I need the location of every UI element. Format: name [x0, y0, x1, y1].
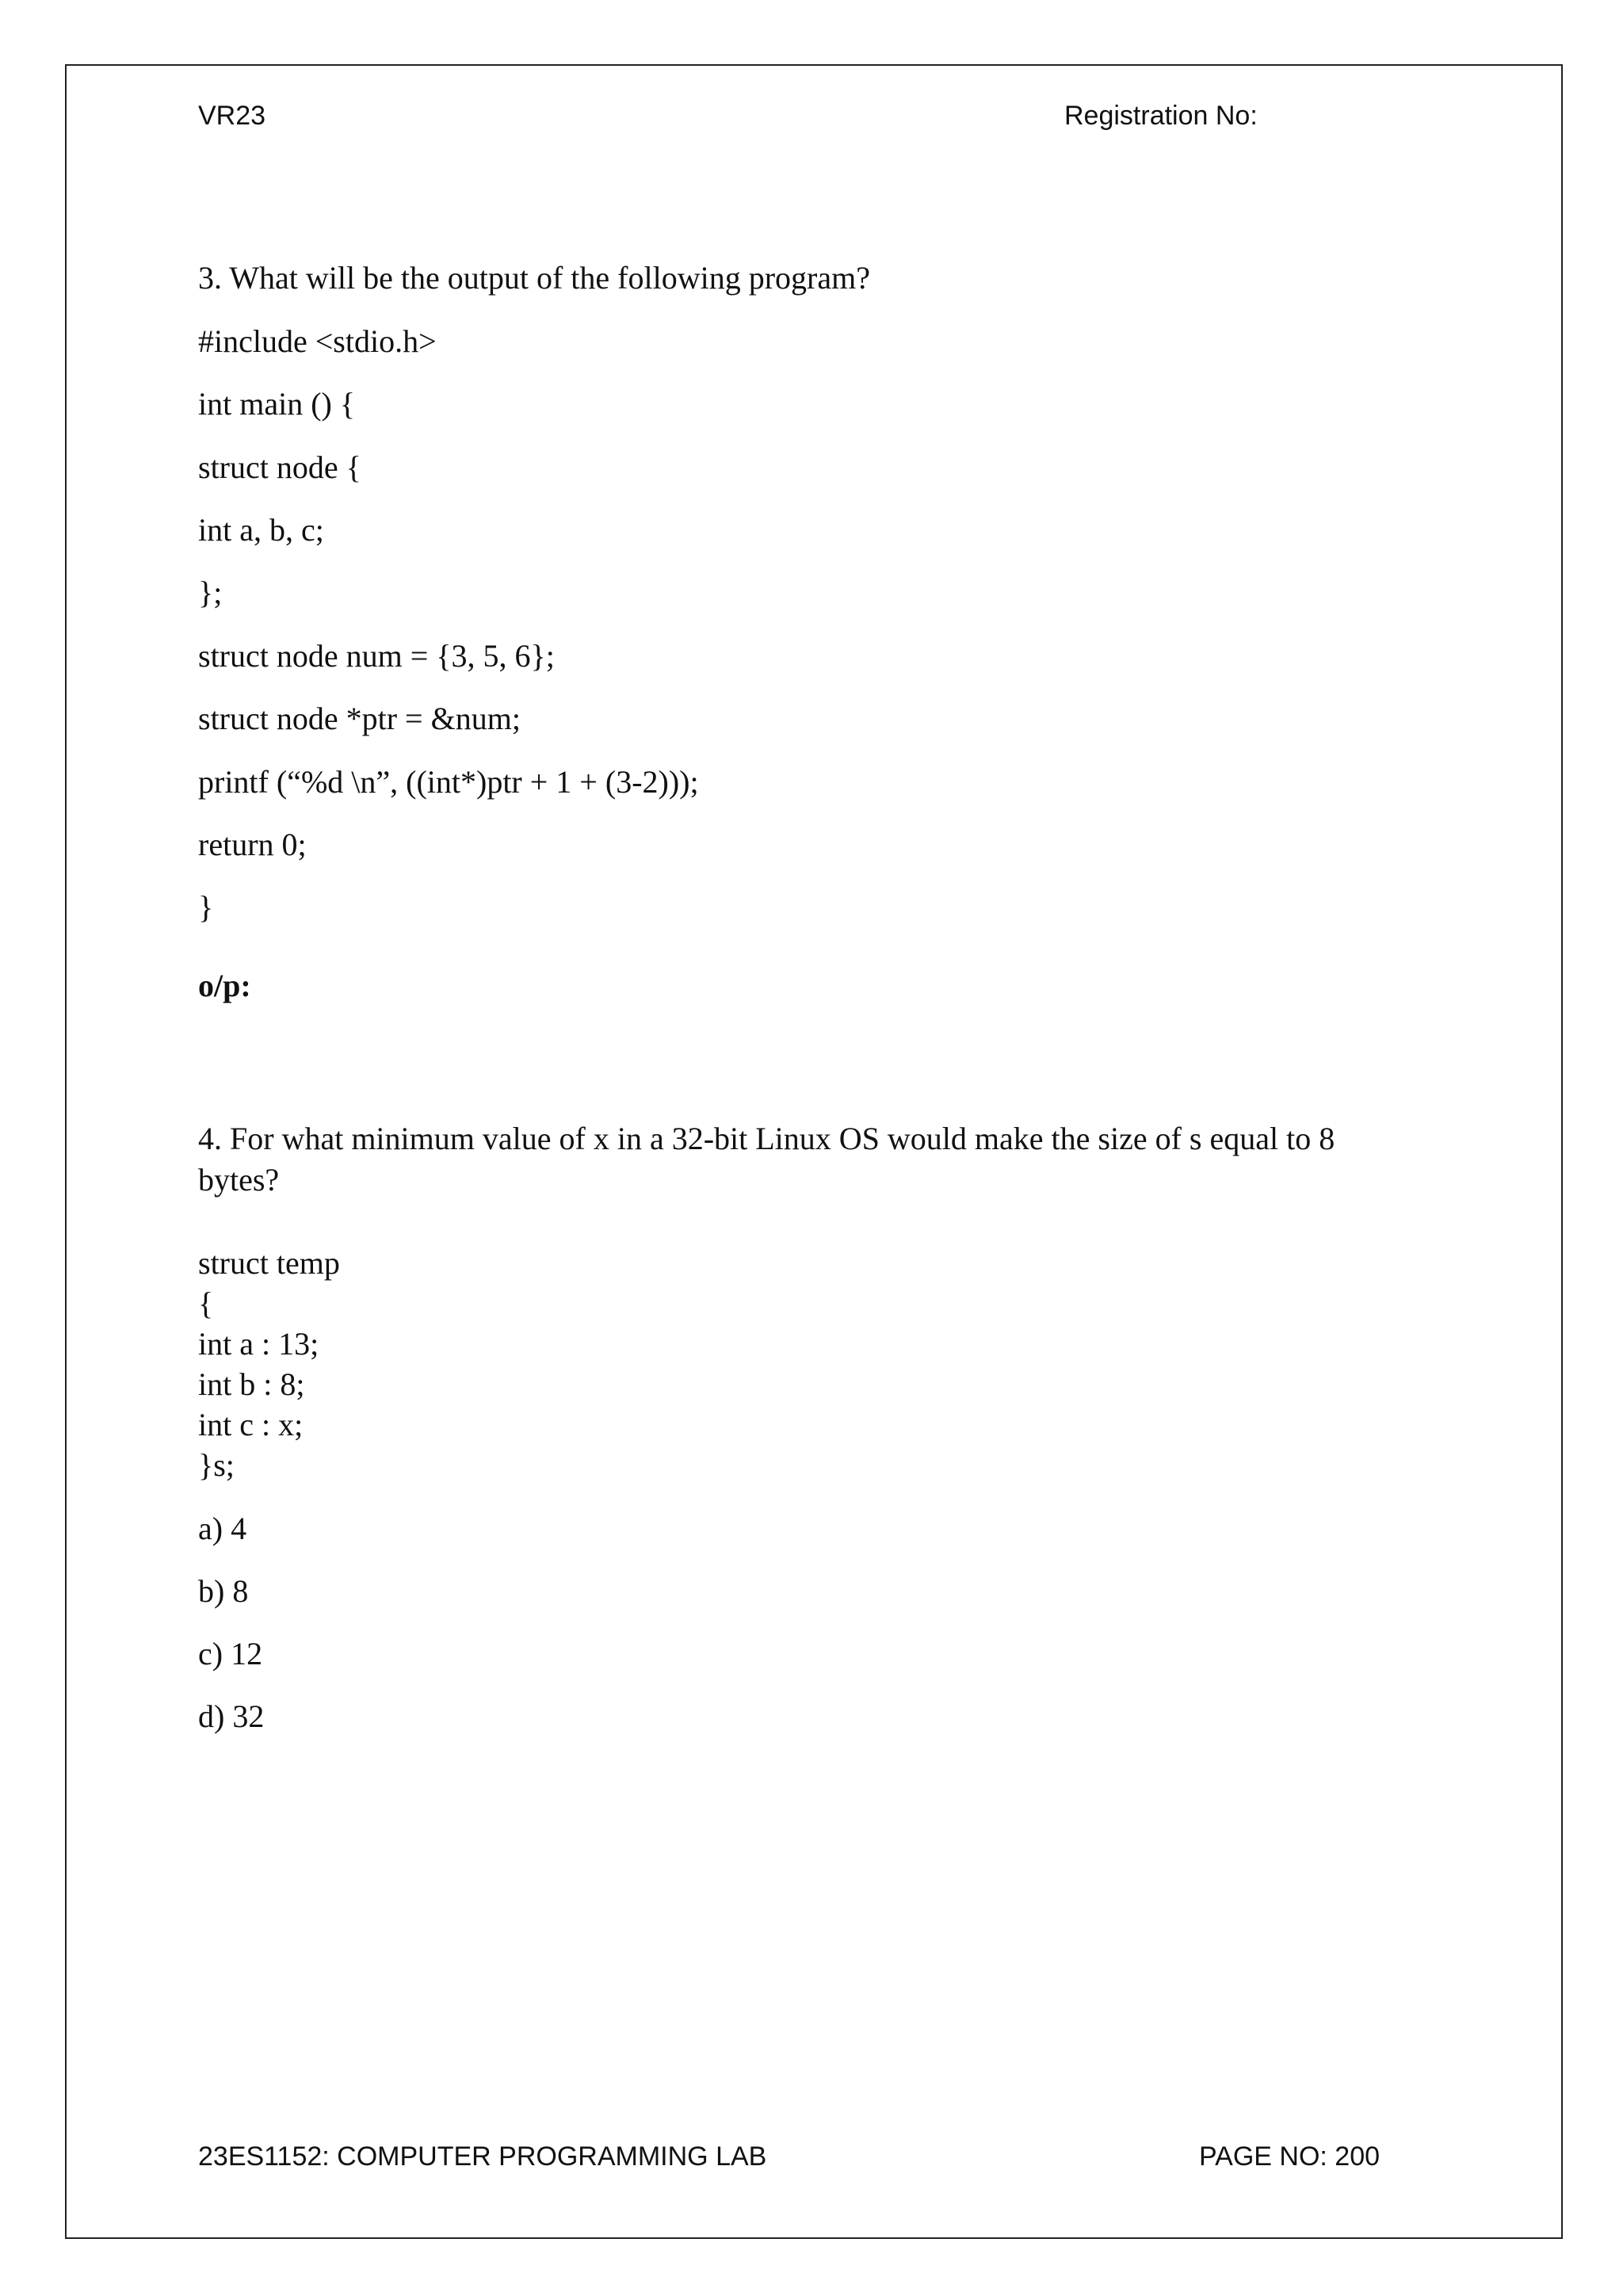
question-3-code-line: struct node {: [198, 449, 361, 485]
footer-course-title: 23ES1152: COMPUTER PROGRAMMING LAB: [198, 2141, 767, 2172]
question-4-code-line: int c : x;: [198, 1407, 304, 1442]
question-4-code-line: {: [198, 1286, 214, 1321]
question-3-code-line: int main () {: [198, 386, 356, 422]
question-4-option-c: c) 12: [198, 1636, 263, 1671]
question-4-code-line: struct temp: [198, 1245, 340, 1281]
question-3-code-line: return 0;: [198, 827, 307, 862]
question-4-code-line: int a : 13;: [198, 1326, 319, 1362]
question-4-option-a: a) 4: [198, 1511, 247, 1546]
question-3-code-line: struct node *ptr = &num;: [198, 701, 521, 736]
question-4-option-d: d) 32: [198, 1698, 265, 1734]
question-3-output-label: o/p:: [198, 968, 251, 1003]
question-4-code-line: }s;: [198, 1447, 235, 1483]
question-3-code-line: struct node num = {3, 5, 6};: [198, 638, 555, 674]
footer-page-number: PAGE NO: 200: [1199, 2141, 1381, 2172]
question-3-title: 3. What will be the output of the following program?: [198, 260, 870, 296]
question-4-title: 4. For what minimum value of x in a 32-bit Linux OS would make the size of s equal to 8 bytes?: [198, 1121, 1335, 1198]
question-3-code-line: };: [198, 575, 223, 610]
header-course-code: VR23: [198, 101, 266, 131]
question-3-code-line: #include <stdio.h>: [198, 323, 437, 359]
header-registration-label: Registration No:: [1064, 101, 1258, 131]
question-3-code-line: }: [198, 889, 214, 925]
question-4-option-b: b) 8: [198, 1573, 249, 1609]
question-4-code-line: int b : 8;: [198, 1366, 305, 1402]
question-3-code-line: printf (“%d \n”, ((int*)ptr + 1 + (3-2)));: [198, 764, 699, 800]
question-3-code-line: int a, b, c;: [198, 512, 324, 548]
